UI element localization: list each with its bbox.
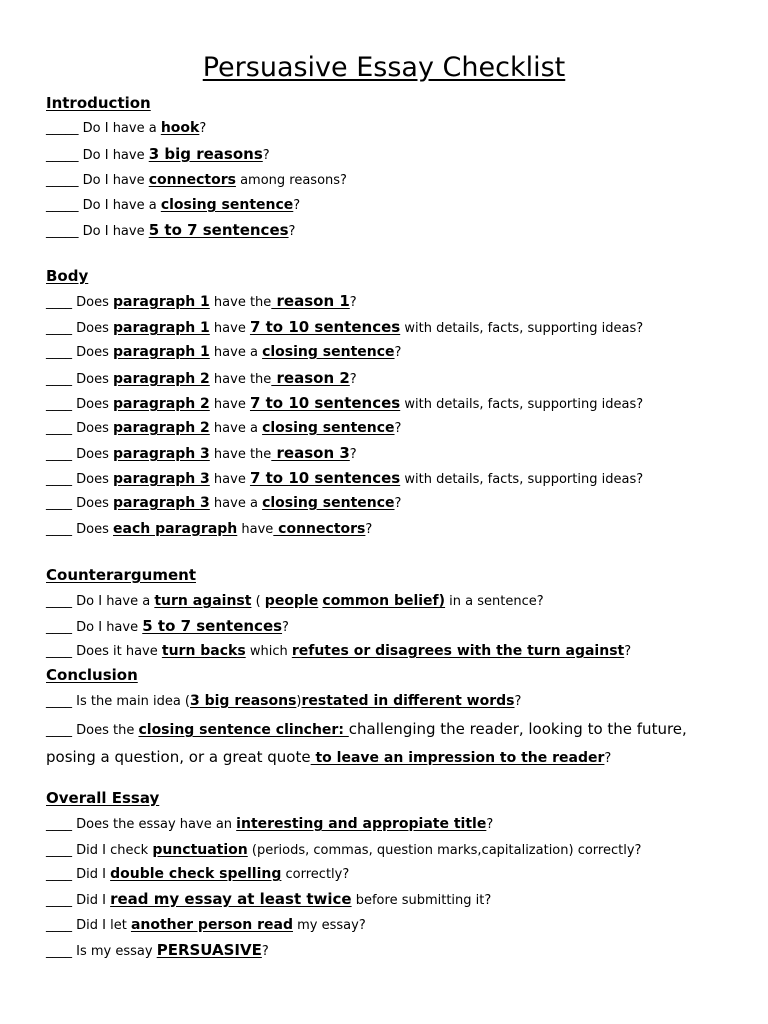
- checklist-item: ____ Does paragraph 3 have a closing sentence?: [46, 495, 402, 511]
- check-blank: ____: [46, 372, 72, 387]
- checklist-item: _____ Do I have 5 to 7 sentences?: [46, 221, 296, 239]
- checklist-item: ____ Does paragraph 2 have 7 to 10 sentences with details, facts, supporting ideas?: [46, 394, 644, 412]
- checklist-item: ____ Does paragraph 1 have 7 to 10 sentences with details, facts, supporting ideas?: [46, 318, 644, 336]
- body-heading: Body: [46, 267, 89, 285]
- checklist-item: ____ Is my essay PERSUASIVE?: [46, 941, 269, 959]
- checklist-item: ____ Did I let another person read my essay?: [46, 917, 366, 933]
- counterargument-heading: Counterargument: [46, 566, 196, 584]
- page-title: Persuasive Essay Checklist: [202, 52, 566, 83]
- check-blank: _____: [46, 224, 79, 239]
- check-blank: ____: [46, 817, 72, 832]
- checklist-item: ____ Does paragraph 2 have a closing sentence?: [46, 420, 402, 436]
- checklist-item: _____ Do I have a hook?: [46, 120, 207, 136]
- check-blank: ____: [46, 522, 72, 537]
- conclusion-heading: Conclusion: [46, 666, 138, 684]
- check-blank: ____: [46, 944, 72, 959]
- check-blank: _____: [46, 198, 79, 213]
- checklist-item: ____ Did I check punctuation (periods, commas, question marks,capitalization) correctly?: [46, 842, 642, 858]
- check-blank: ____: [46, 496, 72, 511]
- check-blank: ____: [46, 472, 72, 487]
- checklist-item: ____ Does paragraph 2 have the reason 2?: [46, 369, 357, 387]
- check-blank: ____: [46, 644, 72, 659]
- checklist-item: ____ Do I have a turn against ( people common belief) in a sentence?: [46, 593, 544, 609]
- checklist-item: ____ Did I read my essay at least twice before submitting it?: [46, 890, 492, 908]
- check-blank: _____: [46, 173, 79, 188]
- check-blank: ____: [46, 345, 72, 360]
- checklist-item: ____ Does each paragraph have connectors?: [46, 521, 373, 537]
- checklist-item: ____ Do I have 5 to 7 sentences?: [46, 617, 289, 635]
- check-blank: ____: [46, 421, 72, 436]
- checklist-item: ____ Does paragraph 1 have the reason 1?: [46, 292, 357, 310]
- check-blank: ____: [46, 867, 72, 882]
- introduction-heading: Introduction: [46, 94, 151, 112]
- check-blank: ____: [46, 918, 72, 933]
- check-blank: _____: [46, 148, 79, 163]
- checklist-item: ____ Does paragraph 1 have a closing sentence?: [46, 344, 402, 360]
- check-blank: ____: [46, 620, 72, 635]
- check-blank: ____: [46, 843, 72, 858]
- checklist-item: _____ Do I have a closing sentence?: [46, 197, 301, 213]
- check-blank: _____: [46, 121, 79, 136]
- check-blank: ____: [46, 893, 72, 908]
- checklist-item: ____ Did I double check spelling correctly?: [46, 866, 350, 882]
- check-blank: ____: [46, 397, 72, 412]
- check-blank: ____: [46, 694, 72, 709]
- checklist-item: ____ Does paragraph 3 have 7 to 10 sentences with details, facts, supporting ideas?: [46, 469, 644, 487]
- checklist-item: ____ Does it have turn backs which refutes or disagrees with the turn against?: [46, 643, 632, 659]
- check-blank: ____: [46, 447, 72, 462]
- checklist-item: _____ Do I have 3 big reasons?: [46, 145, 270, 163]
- check-blank: ____: [46, 594, 72, 609]
- check-blank: ____: [46, 321, 72, 336]
- check-blank: ____: [46, 723, 72, 738]
- checklist-item: ____ Is the main idea (3 big reasons)restated in different words?: [46, 693, 522, 709]
- checklist-item: ____ Does paragraph 3 have the reason 3?: [46, 444, 357, 462]
- checklist-item: ____ Does the essay have an interesting and appropiate title?: [46, 816, 494, 832]
- check-blank: ____: [46, 295, 72, 310]
- checklist-item: ____ Does the closing sentence clincher: challenging the reader, looking to the future, posing a question, or a great quote to leave an impression to the reader?: [46, 720, 687, 766]
- overall-essay-heading: Overall Essay: [46, 789, 160, 807]
- checklist-item: _____ Do I have connectors among reasons?: [46, 172, 347, 188]
